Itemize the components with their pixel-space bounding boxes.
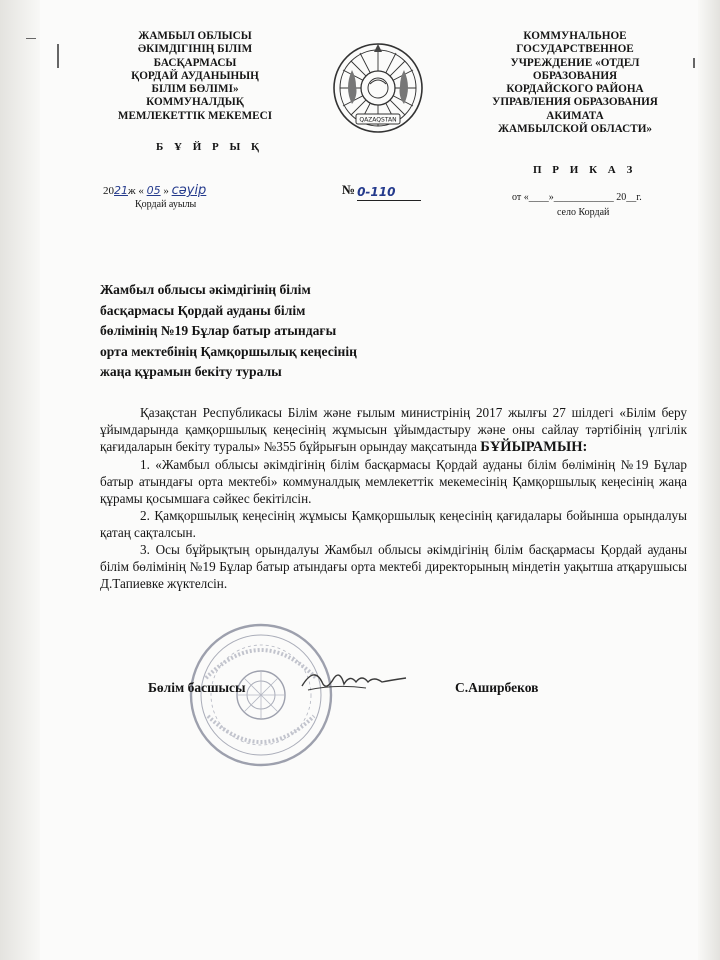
title-line: орта мектебінің Қамқоршылық кеңесінің [100, 343, 357, 359]
date-prefix: 20 [103, 185, 114, 197]
header-line: КОММУНАЛЬНОЕ [523, 30, 627, 42]
order-item-3: 3. Осы бұйрықтың орындалуы Жамбыл облысы әкімдігінің білім басқармасы Қордай ауданы білім бөлімінің №19 Бұлар батыр атындағы орта мектебі директорының міндетін уақытша атқарушысы Д.Тапиевке жүктелсін. [100, 542, 687, 591]
date-sep: ж « [128, 185, 147, 197]
title-line: бөлімінің №19 Бұлар батыр атындағы [100, 323, 337, 338]
intro-paragraph [100, 404, 687, 456]
scan-edge-left [0, 0, 40, 960]
header-line: ҚОРДАЙ АУДАНЫНЫҢ [131, 69, 259, 82]
order-item-1: 1. «Жамбыл облысы әкімдігінің білім басқармасы Қордай ауданы білім бөлімінің №19 Бұлар батыр атындағы орта мектебі» коммуналдық мемлекеттік мекемесінің Қамқоршылық кеңесінің жаңа құрамы қосымшаға сәйкес бекітілсін. [100, 457, 687, 506]
command-word: БҰЙЫРАМЫН: [480, 439, 588, 455]
header-line: БАСҚАРМАСЫ [153, 56, 237, 69]
scan-edge-right [698, 0, 720, 960]
header-line: БІЛІМ БӨЛІМІ» [151, 83, 239, 96]
header-line: КОРДАЙСКОГО РАЙОНА [506, 83, 644, 96]
handwritten-signature-icon [296, 660, 416, 702]
scan-mark [26, 38, 36, 39]
signatory-name: С.Аширбеков [455, 680, 539, 695]
number-handwritten: 0-110 [357, 185, 396, 199]
order-label-kazakh: Б Ұ Й Р Ы Қ [156, 141, 264, 153]
place-kazakh: Қордай ауылы [135, 199, 197, 210]
scan-mark [693, 58, 695, 68]
order-date-kazakh [103, 183, 206, 198]
date-sep: » [160, 185, 172, 197]
emblem-ribbon-text: QAZAQSTAN [359, 116, 397, 124]
place-russian: село Кордай [557, 207, 610, 218]
header-line: АКИМАТА [546, 109, 604, 122]
header-line: КОММУНАЛДЫҚ [146, 96, 244, 109]
header-line: ОБРАЗОВАНИЯ [532, 69, 618, 82]
header-line: ЖАМБЫЛ ОБЛЫСЫ [138, 30, 252, 42]
title-line: басқармасы Қордай ауданы білім [100, 302, 306, 318]
order-date-russian: от «____»____________ 20__г. [512, 192, 642, 203]
header-kazakh [100, 30, 290, 123]
header-line: ГОСУДАРСТВЕННОЕ [516, 43, 634, 56]
header-line: УПРАВЛЕНИЯ ОБРАЗОВАНИЯ [492, 96, 658, 109]
intro-text: Қазақстан Республикасы Білім және ғылым министрінің 2017 жылғы 27 шілдегі «Білім беру ұйымдарында қамқоршылық кеңесінің жұмысын ұйымдастыру және оны сайлау тәртібінің үлгілік қағидаларын бекіту туралы» №355 бұйрығын орындау мақсатында [100, 405, 687, 454]
header-russian [470, 30, 680, 136]
number-symbol: № [342, 182, 356, 197]
state-emblem-icon [330, 40, 426, 136]
header-line: ЖАМБЫЛСКОЙ ОБЛАСТИ» [497, 123, 653, 136]
order-number [342, 182, 421, 199]
order-item-2: 2. Қамқоршылық кеңесінің жұмысы Қамқоршылық кеңесінің қағидалары бойынша орындалуы қатаң сақталсын. [100, 508, 687, 540]
document-title [100, 280, 480, 383]
date-day-handwritten: 05 [146, 184, 161, 197]
header-line: ӘКІМДІГІНІҢ БІЛІМ [137, 43, 253, 56]
signatory-title: Бөлім басшысы [148, 680, 246, 695]
scan-mark [57, 44, 59, 68]
title-line: жаңа құрамын бекіту туралы [100, 364, 282, 379]
order-label-russian: П Р И К А З [533, 164, 637, 176]
title-line: Жамбыл облысы әкімдігінің білім [100, 282, 311, 297]
header-line: УЧРЕЖДЕНИЕ «ОТДЕЛ [510, 56, 640, 69]
date-month-handwritten: сәуір [171, 183, 207, 198]
document-body [100, 404, 687, 592]
header-line: МЕМЛЕКЕТТІК МЕКЕМЕСІ [117, 109, 273, 122]
date-year-handwritten: 21 [114, 184, 128, 197]
